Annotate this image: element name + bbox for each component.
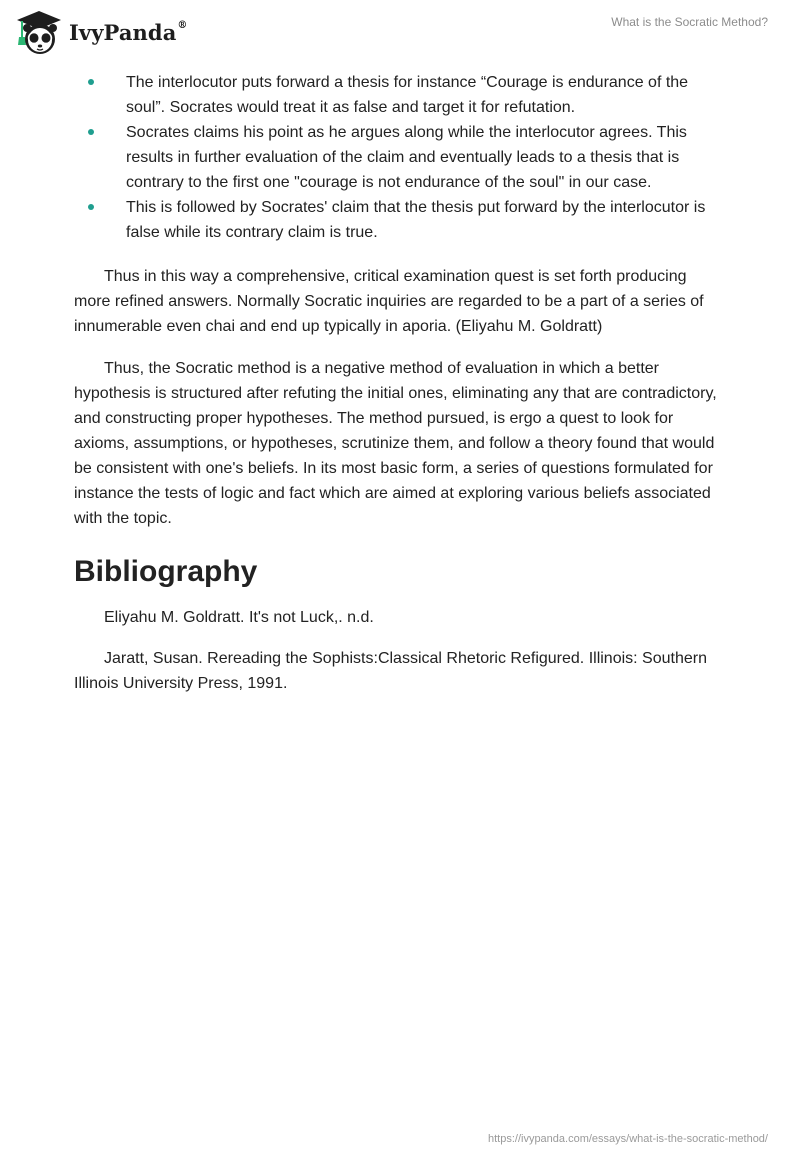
bibliography-entry: Jaratt, Susan. Rereading the Sophists:Classical Rhetoric Refigured. Illinois: Southern Illinois University Press, 1991.	[74, 650, 707, 692]
ivypanda-logo[interactable]	[14, 8, 188, 56]
bullet-dot-icon	[88, 79, 94, 85]
essay-content	[74, 70, 724, 696]
bullet-dot-icon	[88, 129, 94, 135]
body-paragraph: Thus in this way a comprehensive, critical examination quest is set forth producing more refined answers. Normally Socratic inquiries are regarded to be a part of a series of innumerable even chai and end up typically in aporia. (Eliyahu M. Goldratt)	[74, 268, 704, 335]
bullet-dot-icon	[88, 204, 94, 210]
list-item-text: The interlocutor puts forward a thesis for instance “Courage is endurance of the soul”. Socrates would treat it as false and target it for refutation.	[126, 74, 689, 116]
panda-logo-icon	[14, 8, 64, 56]
footer-url-link[interactable]: https://ivypanda.com/essays/what-is-the-socratic-method/	[487, 1133, 768, 1145]
page-header	[0, 0, 800, 64]
list-item	[74, 70, 724, 120]
list-item-text: Socrates claims his point as he argues along while the interlocutor agrees. This results in further evaluation of the claim and eventually leads to a thesis that is contrary to the first one "courage is not endurance of the soul" in our case.	[126, 124, 687, 191]
list-item	[74, 195, 724, 245]
bullet-list	[74, 70, 724, 245]
list-item	[74, 120, 724, 195]
brand-name: IvyPanda®	[69, 19, 188, 45]
document-title: What is the Socratic Method?	[611, 15, 768, 29]
bibliography-heading: Bibliography	[74, 555, 258, 588]
list-item-text: This is followed by Socrates' claim that the thesis put forward by the interlocutor is false while its contrary claim is true.	[126, 199, 706, 241]
bibliography-entry: Eliyahu M. Goldratt. It's not Luck,. n.d.	[104, 609, 374, 626]
registered-mark: ®	[177, 19, 188, 31]
body-paragraph: Thus, the Socratic method is a negative method of evaluation in which a better hypothesis is structured after refuting the initial ones, eliminating any that are contradictory, and constructing proper hypotheses. The method pursued, is ergo a quest to look for axioms, assumptions, or hypotheses, scrutinize them, and follow a theory found that would be consistent with one's beliefs. In its most basic form, a series of questions formulated for instance the tests of logic and fact which are aimed at exploring various beliefs associated with the topic.	[74, 360, 717, 527]
